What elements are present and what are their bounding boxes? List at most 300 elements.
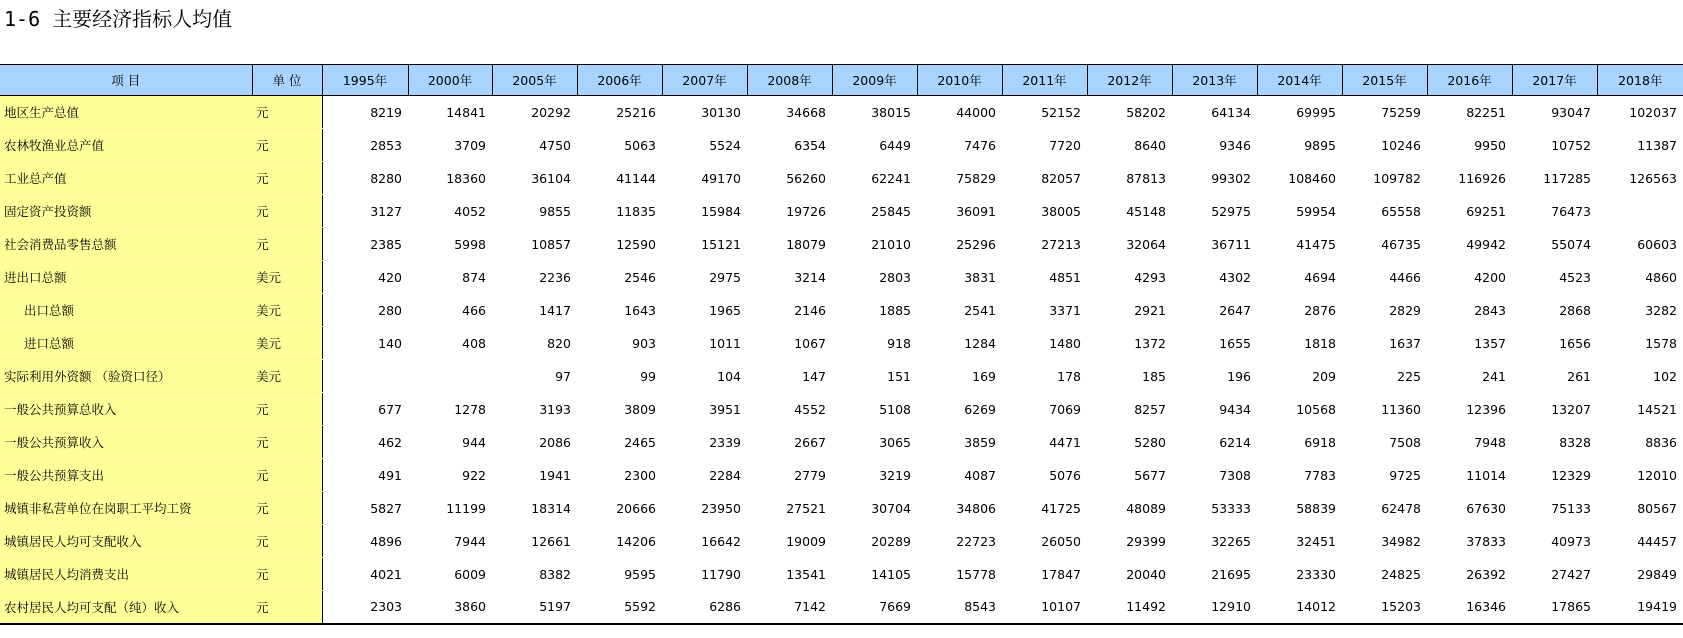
table-cell: 4466: [1389, 269, 1421, 285]
table-row: [0, 129, 1683, 162]
table-cell: 41144: [616, 170, 656, 186]
table-cell: 7069: [1049, 401, 1081, 417]
table-cell: 27521: [786, 500, 826, 516]
table-cell: 58839: [1296, 500, 1336, 516]
table-cell: 1417: [539, 302, 571, 318]
table-cell: 7142: [747, 591, 832, 625]
table-cell: 2876: [1304, 302, 1336, 318]
table-cell: 11014: [1466, 467, 1506, 483]
row-label: 城镇居民人均消费支出: [0, 558, 252, 591]
table-cell: 76473: [1551, 203, 1591, 219]
table-row: [0, 294, 1683, 327]
row-unit: 美元: [252, 261, 322, 294]
header-year: 2007年: [662, 65, 747, 96]
table-cell: 7944: [454, 533, 486, 549]
table-cell: 45148: [1126, 203, 1166, 219]
table-cell: 32064: [1126, 236, 1166, 252]
table-cell: 4471: [1049, 434, 1081, 450]
table-cell: 903: [632, 335, 656, 351]
table-cell: 11360: [1381, 401, 1421, 417]
table-cell: 11387: [1637, 137, 1677, 153]
table-row: [0, 459, 1683, 492]
table-cell: 944: [462, 434, 486, 450]
table-cell: 108460: [1288, 170, 1336, 186]
data-table: [0, 64, 1683, 625]
table-cell: 18360: [446, 170, 486, 186]
table-cell: 5076: [1049, 467, 1081, 483]
header-year: 2015年: [1342, 65, 1427, 96]
table-cell: 59954: [1296, 203, 1336, 219]
table-cell: 6214: [1219, 434, 1251, 450]
table-cell: 2303: [322, 591, 408, 625]
table-cell: 6354: [794, 137, 826, 153]
table-cell: 36091: [956, 203, 996, 219]
table-cell: 10568: [1296, 401, 1336, 417]
table-cell: 12396: [1466, 401, 1506, 417]
table-cell: 8219: [370, 104, 402, 120]
table-cell: 93047: [1551, 104, 1591, 120]
table-cell: 2385: [370, 236, 402, 252]
table-cell: 9725: [1389, 467, 1421, 483]
table-cell: 3809: [624, 401, 656, 417]
table-cell: 27213: [1041, 236, 1081, 252]
row-label: 农林牧渔业总产值: [0, 129, 252, 162]
table-cell: 65558: [1381, 203, 1421, 219]
table-cell: 4750: [539, 137, 571, 153]
table-cell: 19726: [786, 203, 826, 219]
table-cell: 32265: [1211, 533, 1251, 549]
table-cell: 209: [1312, 368, 1336, 384]
table-cell: 11492: [1087, 591, 1172, 625]
table-cell: 10752: [1551, 137, 1591, 153]
table-cell: 75259: [1381, 104, 1421, 120]
header-year: 2005年: [492, 65, 577, 96]
table-cell: 44000: [956, 104, 996, 120]
table-cell: 23950: [701, 500, 741, 516]
table-cell: 2465: [624, 434, 656, 450]
table-cell: 9434: [1219, 401, 1251, 417]
table-cell: 1941: [539, 467, 571, 483]
table-cell: 8328: [1559, 434, 1591, 450]
row-label: 农村居民人均可支配（纯）收入: [0, 591, 252, 625]
table-cell: 4302: [1219, 269, 1251, 285]
table-cell: 41725: [1041, 500, 1081, 516]
table-cell: 20289: [871, 533, 911, 549]
table-cell: 1372: [1134, 335, 1166, 351]
table-cell: 69251: [1466, 203, 1506, 219]
table-cell: 2541: [964, 302, 996, 318]
table-cell: 11199: [446, 500, 486, 516]
table-cell: 7720: [1049, 137, 1081, 153]
table-cell: 18079: [786, 236, 826, 252]
row-label: 固定资产投资额: [0, 195, 252, 228]
table-cell: 4523: [1559, 269, 1591, 285]
table-cell: 82251: [1466, 104, 1506, 120]
table-cell: 17865: [1512, 591, 1597, 625]
table-cell: 10107: [1002, 591, 1087, 625]
table-cell: 82057: [1041, 170, 1081, 186]
header-year: 2010年: [917, 65, 1002, 96]
table-cell: [1597, 195, 1683, 228]
table-cell: 37833: [1466, 533, 1506, 549]
table-cell: 18314: [531, 500, 571, 516]
table-cell: 55074: [1551, 236, 1591, 252]
header-year: 1995年: [322, 65, 408, 96]
table-cell: 97: [555, 368, 571, 384]
table-cell: 21695: [1211, 566, 1251, 582]
table-cell: 69995: [1296, 104, 1336, 120]
table-cell: 20666: [616, 500, 656, 516]
row-unit: 美元: [252, 294, 322, 327]
row-unit: 元: [252, 426, 322, 459]
table-cell: [322, 360, 408, 393]
table-header-row: [0, 65, 1683, 96]
row-unit: 元: [252, 195, 322, 228]
header-year: 2017年: [1512, 65, 1597, 96]
table-cell: 8640: [1134, 137, 1166, 153]
table-cell: 5280: [1134, 434, 1166, 450]
table-cell: 7948: [1474, 434, 1506, 450]
header-year: 2006年: [577, 65, 662, 96]
table-cell: 3859: [964, 434, 996, 450]
table-cell: 3219: [879, 467, 911, 483]
table-cell: 64134: [1211, 104, 1251, 120]
table-cell: 4896: [370, 533, 402, 549]
header-year: 2012年: [1087, 65, 1172, 96]
row-label: 进口总额: [0, 327, 252, 360]
table-cell: 7476: [964, 137, 996, 153]
table-cell: 9950: [1474, 137, 1506, 153]
table-cell: 27427: [1551, 566, 1591, 582]
table-cell: 12329: [1551, 467, 1591, 483]
table-cell: 280: [378, 302, 402, 318]
table-cell: 3065: [879, 434, 911, 450]
table-cell: 2284: [709, 467, 741, 483]
table-cell: 1480: [1049, 335, 1081, 351]
table-cell: 874: [462, 269, 486, 285]
header-year: 2014年: [1257, 65, 1342, 96]
table-cell: 40973: [1551, 533, 1591, 549]
table-cell: [408, 360, 492, 393]
table-cell: 36711: [1211, 236, 1251, 252]
table-cell: 1818: [1304, 335, 1336, 351]
table-cell: 10246: [1381, 137, 1421, 153]
table-cell: 5677: [1134, 467, 1166, 483]
row-label: 进出口总额: [0, 261, 252, 294]
table-cell: 13541: [786, 566, 826, 582]
table-row: [0, 525, 1683, 558]
row-unit: 元: [252, 96, 322, 129]
table-cell: 241: [1482, 368, 1506, 384]
table-cell: 49942: [1466, 236, 1506, 252]
table-cell: 104: [717, 368, 741, 384]
header-year: 2011年: [1002, 65, 1087, 96]
header-year: 2013年: [1172, 65, 1257, 96]
table-cell: 12910: [1172, 591, 1257, 625]
table-cell: 820: [547, 335, 571, 351]
table-cell: 1655: [1219, 335, 1251, 351]
table-cell: 3371: [1049, 302, 1081, 318]
table-cell: 5998: [454, 236, 486, 252]
table-cell: 48089: [1126, 500, 1166, 516]
table-cell: 408: [462, 335, 486, 351]
table-row: [0, 162, 1683, 195]
table-cell: 15984: [701, 203, 741, 219]
table-cell: 109782: [1373, 170, 1421, 186]
table-cell: 462: [378, 434, 402, 450]
table-cell: 5197: [492, 591, 577, 625]
table-cell: 25296: [956, 236, 996, 252]
table-cell: 19009: [786, 533, 826, 549]
table-cell: 1067: [794, 335, 826, 351]
table-cell: 7508: [1389, 434, 1421, 450]
table-cell: 2975: [709, 269, 741, 285]
table-cell: 7783: [1304, 467, 1336, 483]
table-cell: 8280: [370, 170, 402, 186]
table-row: [0, 426, 1683, 459]
table-cell: 44457: [1637, 533, 1677, 549]
table-cell: 8543: [917, 591, 1002, 625]
table-cell: 4087: [964, 467, 996, 483]
table-cell: 8836: [1645, 434, 1677, 450]
table-cell: 14012: [1257, 591, 1342, 625]
table-cell: 4851: [1049, 269, 1081, 285]
table-cell: 34806: [956, 500, 996, 516]
table-cell: 19419: [1597, 591, 1683, 625]
table-cell: 6009: [454, 566, 486, 582]
table-cell: 5827: [370, 500, 402, 516]
row-label: 地区生产总值: [0, 96, 252, 129]
table-cell: 4200: [1474, 269, 1506, 285]
row-label: 社会消费品零售总额: [0, 228, 252, 261]
row-label: 一般公共预算总收入: [0, 393, 252, 426]
table-cell: 11790: [701, 566, 741, 582]
table-cell: 116926: [1458, 170, 1506, 186]
table-cell: 1656: [1559, 335, 1591, 351]
table-cell: 3282: [1645, 302, 1677, 318]
table-cell: 5063: [624, 137, 656, 153]
row-unit: 元: [252, 525, 322, 558]
table-cell: 17847: [1041, 566, 1081, 582]
table-cell: 22723: [956, 533, 996, 549]
table-cell: 3831: [964, 269, 996, 285]
table-cell: 23330: [1296, 566, 1336, 582]
table-cell: 2779: [794, 467, 826, 483]
row-unit: 元: [252, 492, 322, 525]
table-cell: 12010: [1637, 467, 1677, 483]
table-cell: 24825: [1381, 566, 1421, 582]
table-cell: 2667: [794, 434, 826, 450]
table-cell: 49170: [701, 170, 741, 186]
table-cell: 420: [378, 269, 402, 285]
table-cell: 3860: [408, 591, 492, 625]
table-cell: 2868: [1559, 302, 1591, 318]
table-cell: 87813: [1126, 170, 1166, 186]
table-cell: 58202: [1126, 104, 1166, 120]
table-cell: 75829: [956, 170, 996, 186]
table-cell: 169: [972, 368, 996, 384]
table-cell: 178: [1057, 368, 1081, 384]
table-cell: 4860: [1645, 269, 1677, 285]
table-cell: 1885: [879, 302, 911, 318]
table-cell: 151: [887, 368, 911, 384]
table-cell: 4552: [794, 401, 826, 417]
row-label: 一般公共预算收入: [0, 426, 252, 459]
table-cell: 4052: [454, 203, 486, 219]
table-cell: 1357: [1474, 335, 1506, 351]
table-cell: 922: [462, 467, 486, 483]
table-cell: 75133: [1551, 500, 1591, 516]
table-row: [0, 492, 1683, 525]
table-cell: 26392: [1466, 566, 1506, 582]
table-cell: 2086: [539, 434, 571, 450]
table-body: [0, 96, 1683, 625]
header-year: 2000年: [408, 65, 492, 96]
table-cell: 261: [1567, 368, 1591, 384]
table-cell: 2339: [709, 434, 741, 450]
row-unit: 元: [252, 129, 322, 162]
table-row: [0, 195, 1683, 228]
table-cell: 9346: [1219, 137, 1251, 153]
table-cell: 67630: [1466, 500, 1506, 516]
table-cell: 26050: [1041, 533, 1081, 549]
table-cell: 6286: [662, 591, 747, 625]
table-cell: 62478: [1381, 500, 1421, 516]
row-unit: 元: [252, 591, 322, 625]
table-cell: 14841: [446, 104, 486, 120]
table-cell: 14105: [871, 566, 911, 582]
table-cell: 13207: [1551, 401, 1591, 417]
header-unit: 单 位: [252, 65, 322, 96]
table-cell: 36104: [531, 170, 571, 186]
header-year: 2008年: [747, 65, 832, 96]
table-cell: 5524: [709, 137, 741, 153]
table-cell: 9895: [1304, 137, 1336, 153]
table-cell: 2647: [1219, 302, 1251, 318]
table-cell: 99: [640, 368, 656, 384]
table-cell: 1578: [1645, 335, 1677, 351]
table-cell: 9855: [539, 203, 571, 219]
table-cell: 38015: [871, 104, 911, 120]
table-cell: 15121: [701, 236, 741, 252]
table-cell: 11835: [616, 203, 656, 219]
row-label: 实际利用外资额 （验资口径）: [0, 360, 252, 393]
table-cell: 3193: [539, 401, 571, 417]
table-cell: 15778: [956, 566, 996, 582]
table-cell: 2146: [794, 302, 826, 318]
table-cell: 60603: [1637, 236, 1677, 252]
table-cell: 2829: [1389, 302, 1421, 318]
table-cell: 52152: [1041, 104, 1081, 120]
header-year: 2018年: [1597, 65, 1683, 96]
table-cell: 12661: [531, 533, 571, 549]
table-cell: 5592: [577, 591, 662, 625]
table-cell: 8382: [539, 566, 571, 582]
table-cell: 62241: [871, 170, 911, 186]
table-cell: 2803: [879, 269, 911, 285]
row-unit: 元: [252, 393, 322, 426]
table-row: [0, 591, 1683, 625]
table-cell: 4021: [370, 566, 402, 582]
table-row: [0, 228, 1683, 261]
table-cell: 2300: [624, 467, 656, 483]
table-cell: 12590: [616, 236, 656, 252]
table-cell: 25216: [616, 104, 656, 120]
table-cell: 2921: [1134, 302, 1166, 318]
table-cell: 34982: [1381, 533, 1421, 549]
table-cell: 80567: [1637, 500, 1677, 516]
table-cell: 30130: [701, 104, 741, 120]
table-cell: 3127: [370, 203, 402, 219]
row-unit: 元: [252, 228, 322, 261]
table-cell: 2546: [624, 269, 656, 285]
table-cell: 7308: [1219, 467, 1251, 483]
row-unit: 美元: [252, 327, 322, 360]
page-title: 1-6 主要经济指标人均值: [4, 7, 233, 31]
table-cell: 2236: [539, 269, 571, 285]
table-cell: 1643: [624, 302, 656, 318]
table-cell: 5108: [879, 401, 911, 417]
table-cell: 1965: [709, 302, 741, 318]
table-cell: 29399: [1126, 533, 1166, 549]
table-cell: 225: [1397, 368, 1421, 384]
table-cell: 9595: [624, 566, 656, 582]
table-cell: 10857: [531, 236, 571, 252]
header-item: 项 目: [0, 65, 252, 96]
table-cell: 7669: [832, 591, 917, 625]
row-unit: 元: [252, 162, 322, 195]
row-label: 出口总额: [0, 294, 252, 327]
table-cell: 3709: [454, 137, 486, 153]
table-cell: 140: [378, 335, 402, 351]
table-cell: 25845: [871, 203, 911, 219]
table-cell: 16642: [701, 533, 741, 549]
row-label: 城镇居民人均可支配收入: [0, 525, 252, 558]
row-label: 一般公共预算支出: [0, 459, 252, 492]
table-cell: 1284: [964, 335, 996, 351]
header-year: 2009年: [832, 65, 917, 96]
table-cell: 15203: [1342, 591, 1427, 625]
table-cell: 126563: [1629, 170, 1677, 186]
table-cell: 8257: [1134, 401, 1166, 417]
table-cell: 4694: [1304, 269, 1336, 285]
table-cell: 1637: [1389, 335, 1421, 351]
table-cell: 196: [1227, 368, 1251, 384]
table-cell: 52975: [1211, 203, 1251, 219]
table-cell: 20040: [1126, 566, 1166, 582]
table-cell: 34668: [786, 104, 826, 120]
table-cell: 6449: [879, 137, 911, 153]
table-cell: 32451: [1296, 533, 1336, 549]
table-cell: 56260: [786, 170, 826, 186]
table-cell: 2843: [1474, 302, 1506, 318]
table-cell: 1011: [709, 335, 741, 351]
table-cell: 6269: [964, 401, 996, 417]
table-cell: 3214: [794, 269, 826, 285]
row-unit: 元: [252, 558, 322, 591]
table-cell: 466: [462, 302, 486, 318]
table-cell: 99302: [1211, 170, 1251, 186]
row-label: 城镇非私营单位在岗职工平均工资: [0, 492, 252, 525]
row-unit: 美元: [252, 360, 322, 393]
table-row: [0, 96, 1683, 129]
table-cell: 14521: [1637, 401, 1677, 417]
table-cell: 21010: [871, 236, 911, 252]
table-cell: 29849: [1637, 566, 1677, 582]
table-cell: 117285: [1543, 170, 1591, 186]
table-cell: 53333: [1211, 500, 1251, 516]
table-cell: 38005: [1041, 203, 1081, 219]
